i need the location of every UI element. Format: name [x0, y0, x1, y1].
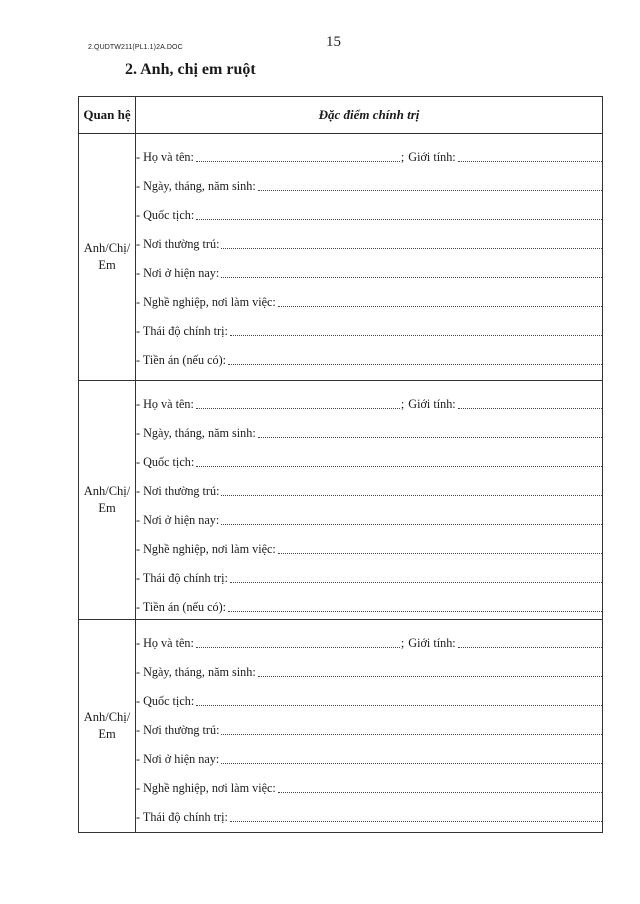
fill-line[interactable]: [221, 247, 602, 249]
field-attitude[interactable]: - Thái độ chính trị:: [136, 557, 602, 586]
field-current-address[interactable]: - Nơi ở hiện nay:: [136, 252, 602, 281]
fill-line[interactable]: [221, 762, 602, 764]
field-dob[interactable]: - Ngày, tháng, năm sinh:: [136, 651, 602, 680]
header-relation: Quan hệ: [79, 97, 136, 134]
sibling-block-2: [79, 381, 603, 620]
fill-line[interactable]: [230, 581, 602, 583]
fill-line[interactable]: [230, 820, 602, 822]
fill-line[interactable]: [230, 334, 602, 336]
sibling-block-1: [79, 134, 603, 381]
field-criminal-record[interactable]: - Tiền án (nếu có):: [136, 339, 602, 368]
relation-cell: [79, 381, 136, 620]
fill-line[interactable]: [196, 704, 602, 706]
field-dob[interactable]: - Ngày, tháng, năm sinh:: [136, 412, 602, 441]
fill-line[interactable]: [258, 675, 602, 677]
relation-cell: [79, 134, 136, 381]
field-attitude[interactable]: - Thái độ chính trị:: [136, 310, 602, 339]
page-number: 15: [326, 34, 341, 50]
fill-line[interactable]: [196, 646, 400, 648]
field-residence[interactable]: - Nơi thường trú:: [136, 709, 602, 738]
field-current-address[interactable]: - Nơi ở hiện nay:: [136, 499, 602, 528]
field-nationality[interactable]: - Quốc tịch:: [136, 680, 602, 709]
field-nationality[interactable]: - Quốc tịch:: [136, 194, 602, 223]
fill-line[interactable]: [221, 733, 602, 735]
fill-line[interactable]: [221, 276, 602, 278]
relation-label: Em: [98, 258, 116, 272]
field-nationality[interactable]: - Quốc tịch:: [136, 441, 602, 470]
fill-line[interactable]: [458, 646, 602, 648]
fields-cell: [136, 381, 603, 620]
fill-line[interactable]: [258, 189, 602, 191]
sibling-block-3: [79, 620, 603, 833]
field-name[interactable]: - Họ và tên: ; Giới tính:: [136, 136, 602, 165]
relation-label: Anh/Chị/: [83, 241, 131, 255]
fill-line[interactable]: [196, 465, 602, 467]
field-dob[interactable]: - Ngày, tháng, năm sinh:: [136, 165, 602, 194]
field-name[interactable]: - Họ và tên: ; Giới tính:: [136, 622, 602, 651]
fill-line[interactable]: [458, 160, 602, 162]
fill-line[interactable]: [278, 305, 602, 307]
fill-line[interactable]: [221, 494, 602, 496]
fields-cell: [136, 134, 603, 381]
field-attitude[interactable]: - Thái độ chính trị:: [136, 796, 602, 825]
field-name[interactable]: - Họ và tên: ; Giới tính:: [136, 383, 602, 412]
field-residence[interactable]: - Nơi thường trú:: [136, 223, 602, 252]
fill-line[interactable]: [278, 552, 602, 554]
field-current-address[interactable]: - Nơi ở hiện nay:: [136, 738, 602, 767]
field-residence[interactable]: - Nơi thường trú:: [136, 470, 602, 499]
section-title: 2. Anh, chị em ruột: [125, 61, 256, 78]
relation-cell: [79, 620, 136, 833]
fill-line[interactable]: [228, 363, 602, 365]
fill-line[interactable]: [458, 407, 602, 409]
fill-line[interactable]: [278, 791, 602, 793]
fill-line[interactable]: [196, 218, 602, 220]
header-political: Đặc điểm chính trị: [136, 97, 603, 134]
fill-line[interactable]: [196, 160, 400, 162]
field-job[interactable]: - Nghề nghiệp, nơi làm việc:: [136, 281, 602, 310]
relation-label: Em: [98, 727, 116, 741]
file-code: 2.QUDTW211(PL1.1)2A.DOC: [88, 44, 183, 51]
siblings-form-table: [78, 96, 603, 833]
fill-line[interactable]: [228, 610, 602, 612]
fields-cell: [136, 620, 603, 833]
relation-label: Anh/Chị/: [83, 710, 131, 724]
fill-line[interactable]: [221, 523, 602, 525]
fill-line[interactable]: [196, 407, 400, 409]
field-job[interactable]: - Nghề nghiệp, nơi làm việc:: [136, 528, 602, 557]
relation-label: Anh/Chị/: [83, 484, 131, 498]
relation-label: Em: [98, 501, 116, 515]
field-job[interactable]: - Nghề nghiệp, nơi làm việc:: [136, 767, 602, 796]
fill-line[interactable]: [258, 436, 602, 438]
header-row: [79, 97, 603, 134]
field-criminal-record[interactable]: - Tiền án (nếu có):: [136, 586, 602, 615]
